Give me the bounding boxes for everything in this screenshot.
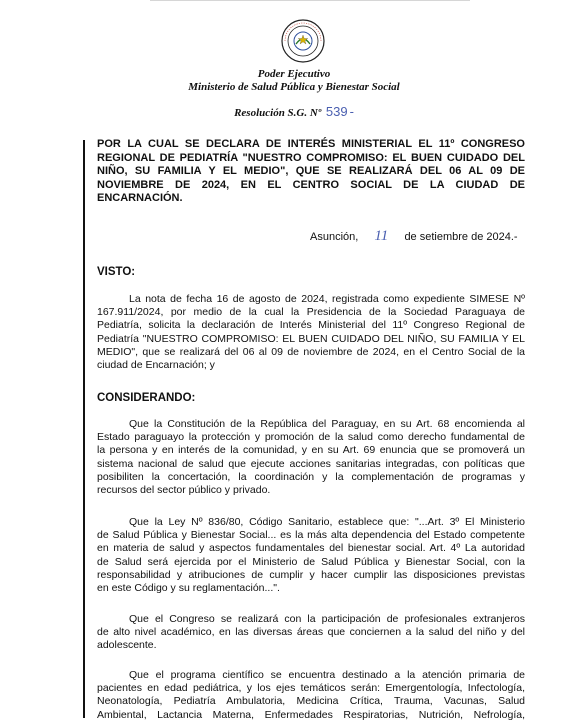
paragraph-line: sistema nacional de salud que ejecute acciones sanitarias integradas, con políticas que <box>97 457 525 470</box>
date-city: Asunción, <box>310 231 359 243</box>
paragraph-line: 167.911/2024, por medio de la cual la Presidencia de la Sociedad Paraguaya de <box>97 306 525 319</box>
paragraph-line: adolescente. <box>97 639 157 652</box>
header-line-poder-ejecutivo: Poder Ejecutivo <box>257 68 331 80</box>
paragraph-line: ciudad de Encarnación; y <box>97 359 215 372</box>
resolution-label: Resolución S.G. Nº <box>234 107 322 119</box>
resolution-line: Resolución S.G. Nº 539 - <box>234 104 354 119</box>
considerando-heading: CONSIDERANDO: <box>97 392 196 404</box>
title-line: POR LA CUAL SE DECLARA DE INTERÉS MINISTERIAL EL 11º CONGRESO <box>97 138 525 150</box>
paragraph-line: posibiliten la concertación, la coordinación y la complementación de programas y <box>97 470 525 483</box>
paragraph-line: MEDIO", que se realizará del 06 al 09 de noviembre de 2024, en el Centro Social de la <box>97 345 525 358</box>
paragraph-line: Ambiental, Lactancia Materna, Enfermedades Respiratorias, Nutrición, Nefrología, <box>97 708 525 721</box>
visto-paragraph <box>97 293 525 372</box>
paragraph-line: Que el Congreso se realizará con la participación de profesionales extranjeros <box>129 613 525 625</box>
title-line: REGIONAL DE PEDIATRÍA "NUESTRO COMPROMISO: EL BUEN CUIDADO DEL <box>97 151 525 164</box>
left-margin-rule <box>83 140 85 718</box>
title-line: NOVIEMBRE DE 2024, EN EL CENTRO SOCIAL DE LA CIUDAD DE <box>97 178 525 191</box>
considerando-paragraph-1 <box>97 418 525 497</box>
paragraph-line: Estado paraguayo la protección y promoción de la salud como derecho fundamental de <box>97 431 525 444</box>
paragraph-line: Pediatría, solicita la declaración de Interés Ministerial del 11º Congreso Regional de <box>97 319 525 332</box>
considerando-paragraph-3 <box>97 613 525 653</box>
header-line-ministerio: Ministerio de Salud Pública y Bienestar Social <box>188 81 400 93</box>
considerando-paragraph-2 <box>97 516 525 595</box>
paragraph-line: la persona y en interés de la comunidad, y en su Art. 69 enuncia que se promoverá un <box>97 444 525 457</box>
paragraph-line: de Salud será ejercida por el Ministerio de Salud Pública y Bienestar Social, con la <box>97 555 525 568</box>
paragraph-line: Neonatología, Pediatría Ambulatoria, Medicina Crítica, Trauma, Vacunas, Salud <box>97 695 525 708</box>
paragraph-line: Que la Ley Nº 836/80, Código Sanitario, establece que: "...Art. 3º El Ministerio <box>129 516 525 528</box>
top-faint-line <box>150 0 470 7</box>
paragraph-line: La nota de fecha 16 de agosto de 2024, registrada como expediente SIMESE Nº <box>129 293 525 305</box>
date-rest: de setiembre de 2024.- <box>404 231 518 243</box>
resolution-title <box>97 138 525 206</box>
visto-heading: VISTO: <box>97 266 136 278</box>
paragraph-line: Que la Constitución de la República del Paraguay, en su Art. 68 encomienda al <box>129 418 525 430</box>
national-seal-icon <box>280 18 326 64</box>
title-line: NIÑO, SU FAMILIA Y EL MEDIO", QUE SE REALIZARÁ DEL 06 AL 09 DE <box>97 165 525 177</box>
paragraph-line: responsabilidad y atribuciones de cumplir y hacer cumplir las disposiciones previstas <box>97 568 525 581</box>
considerando-paragraph-4 <box>97 669 525 722</box>
title-line: ENCARNACIÓN. <box>97 192 183 204</box>
date-line <box>310 228 518 245</box>
paragraph-line: Que el programa científico se encuentra destinado a la atención primaria de <box>129 669 525 681</box>
paragraph-line: en materia de salud y aspectos fundamentales del bienestar social. Art. 4º La autoridad <box>97 542 525 555</box>
paragraph-line: de alto nivel académico, en las diversas áreas que conciernen a la salud del niño y del <box>97 626 525 639</box>
paragraph-line: recursos del sector público y privado. <box>97 484 271 497</box>
paragraph-line: Pediatría "NUESTRO COMPROMISO: EL BUEN CUIDADO DEL NIÑO, SU FAMILIA Y EL <box>97 332 525 345</box>
paragraph-line: de Salud Pública y Bienestar Social... es la más alta dependencia del Estado competente <box>97 529 525 542</box>
paragraph-line: en este Código y su reglamentación...". <box>97 582 280 595</box>
paragraph-line: pacientes en edad pediátrica, y los ejes temáticos serán: Emergentología, Infectología, <box>97 682 525 695</box>
date-day-handwritten: 11 <box>374 228 389 244</box>
resolution-number: 539 <box>325 104 348 119</box>
